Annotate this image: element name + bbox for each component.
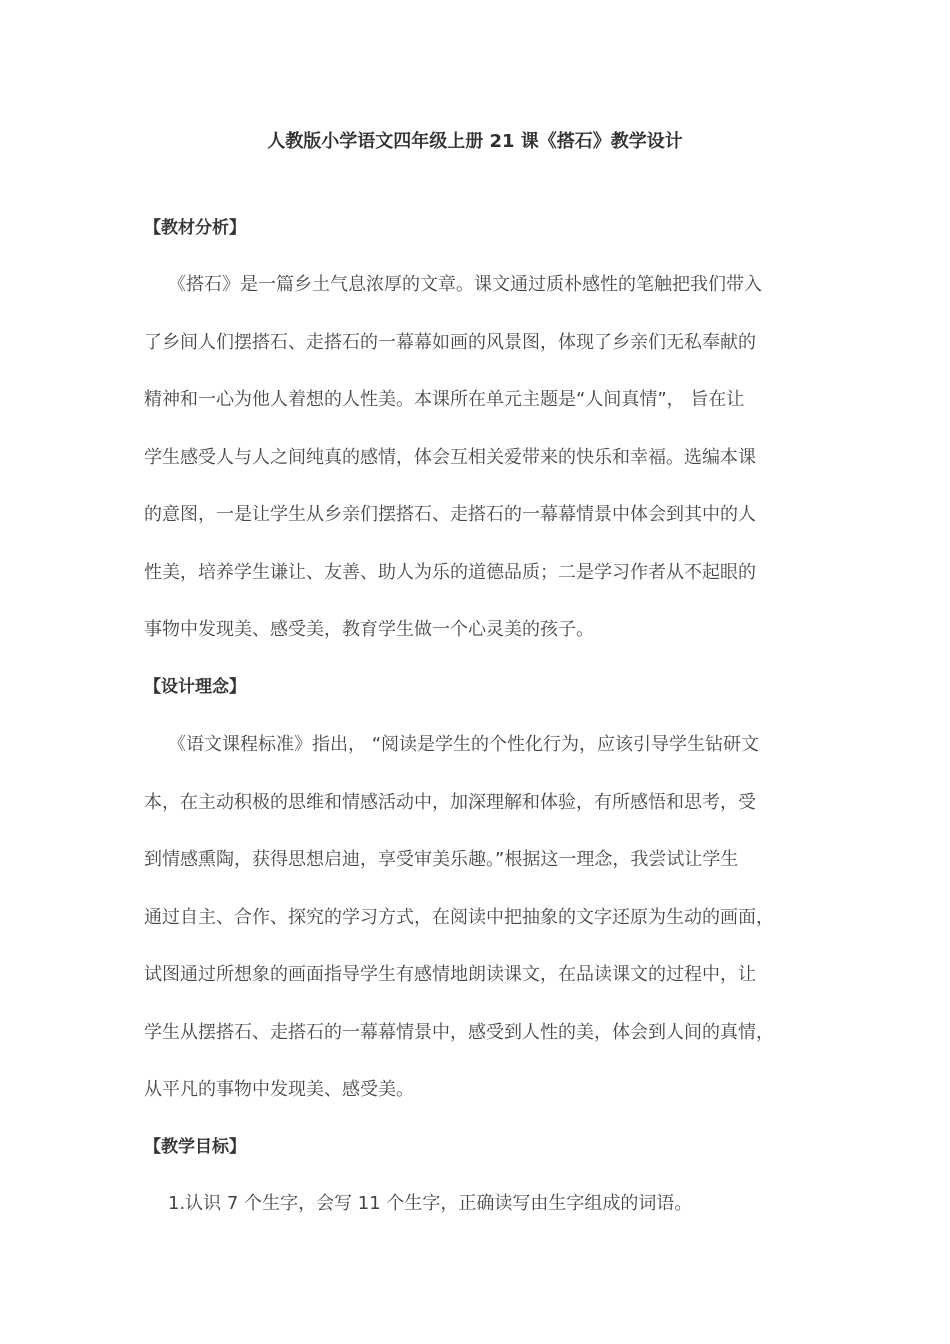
- paragraph-line: 学生感受人与人之间纯真的感情，体会互相关爱带来的快乐和幸福。选编本课: [144, 447, 756, 468]
- section-heading-textbook-analysis: 【教材分析】: [144, 218, 246, 238]
- paragraph-line: 通过自主、合作、探究的学习方式，在阅读中把抽象的文字还原为生动的画面，: [144, 907, 774, 928]
- goal-item: 1.认识 7 个生字，会写 11 个生字，正确读写由生字组成的词语。: [168, 1193, 693, 1214]
- paragraph-line: 从平凡的事物中发现美、感受美。: [144, 1079, 414, 1100]
- paragraph-line: 的意图，一是让学生从乡亲们摆搭石、走搭石的一幕幕情景中体会到其中的人: [144, 504, 756, 525]
- document-title: 人教版小学语文四年级上册 21 课《搭石》教学设计: [267, 131, 683, 152]
- paragraph-line: 本，在主动积极的思维和情感活动中，加深理解和体验，有所感悟和思考，受: [144, 792, 756, 813]
- section-heading-design-concept: 【设计理念】: [144, 677, 246, 697]
- paragraph-line: 学生从摆搭石、走搭石的一幕幕情景中，感受到人性的美，体会到人间的真情，: [144, 1022, 774, 1043]
- paragraph-line: 精神和一心为他人着想的人性美。本课所在单元主题是“人间真情”， 旨在让: [144, 389, 745, 410]
- section-heading-teaching-goals: 【教学目标】: [144, 1137, 246, 1157]
- paragraph-line: 性美，培养学生谦让、友善、助人为乐的道德品质；二是学习作者从不起眼的: [144, 562, 756, 583]
- paragraph-line: 《搭石》是一篇乡土气息浓厚的文章。课文通过质朴感性的笔触把我们带入: [168, 274, 762, 295]
- paragraph-line: 事物中发现美、感受美，教育学生做一个心灵美的孩子。: [144, 619, 594, 640]
- paragraph-line: 到情感熏陶，获得思想启迪，享受审美乐趣。”根据这一理念，我尝试让学生: [144, 849, 739, 870]
- paragraph-line: 《语文课程标准》指出， “阅读是学生的个性化行为，应该引导学生钻研文: [168, 734, 760, 755]
- paragraph-line: 了乡间人们摆搭石、走搭石的一幕幕如画的风景图，体现了乡亲们无私奉献的: [144, 332, 756, 353]
- paragraph-line: 试图通过所想象的画面指导学生有感情地朗读课文，在品读课文的过程中，让: [144, 964, 756, 985]
